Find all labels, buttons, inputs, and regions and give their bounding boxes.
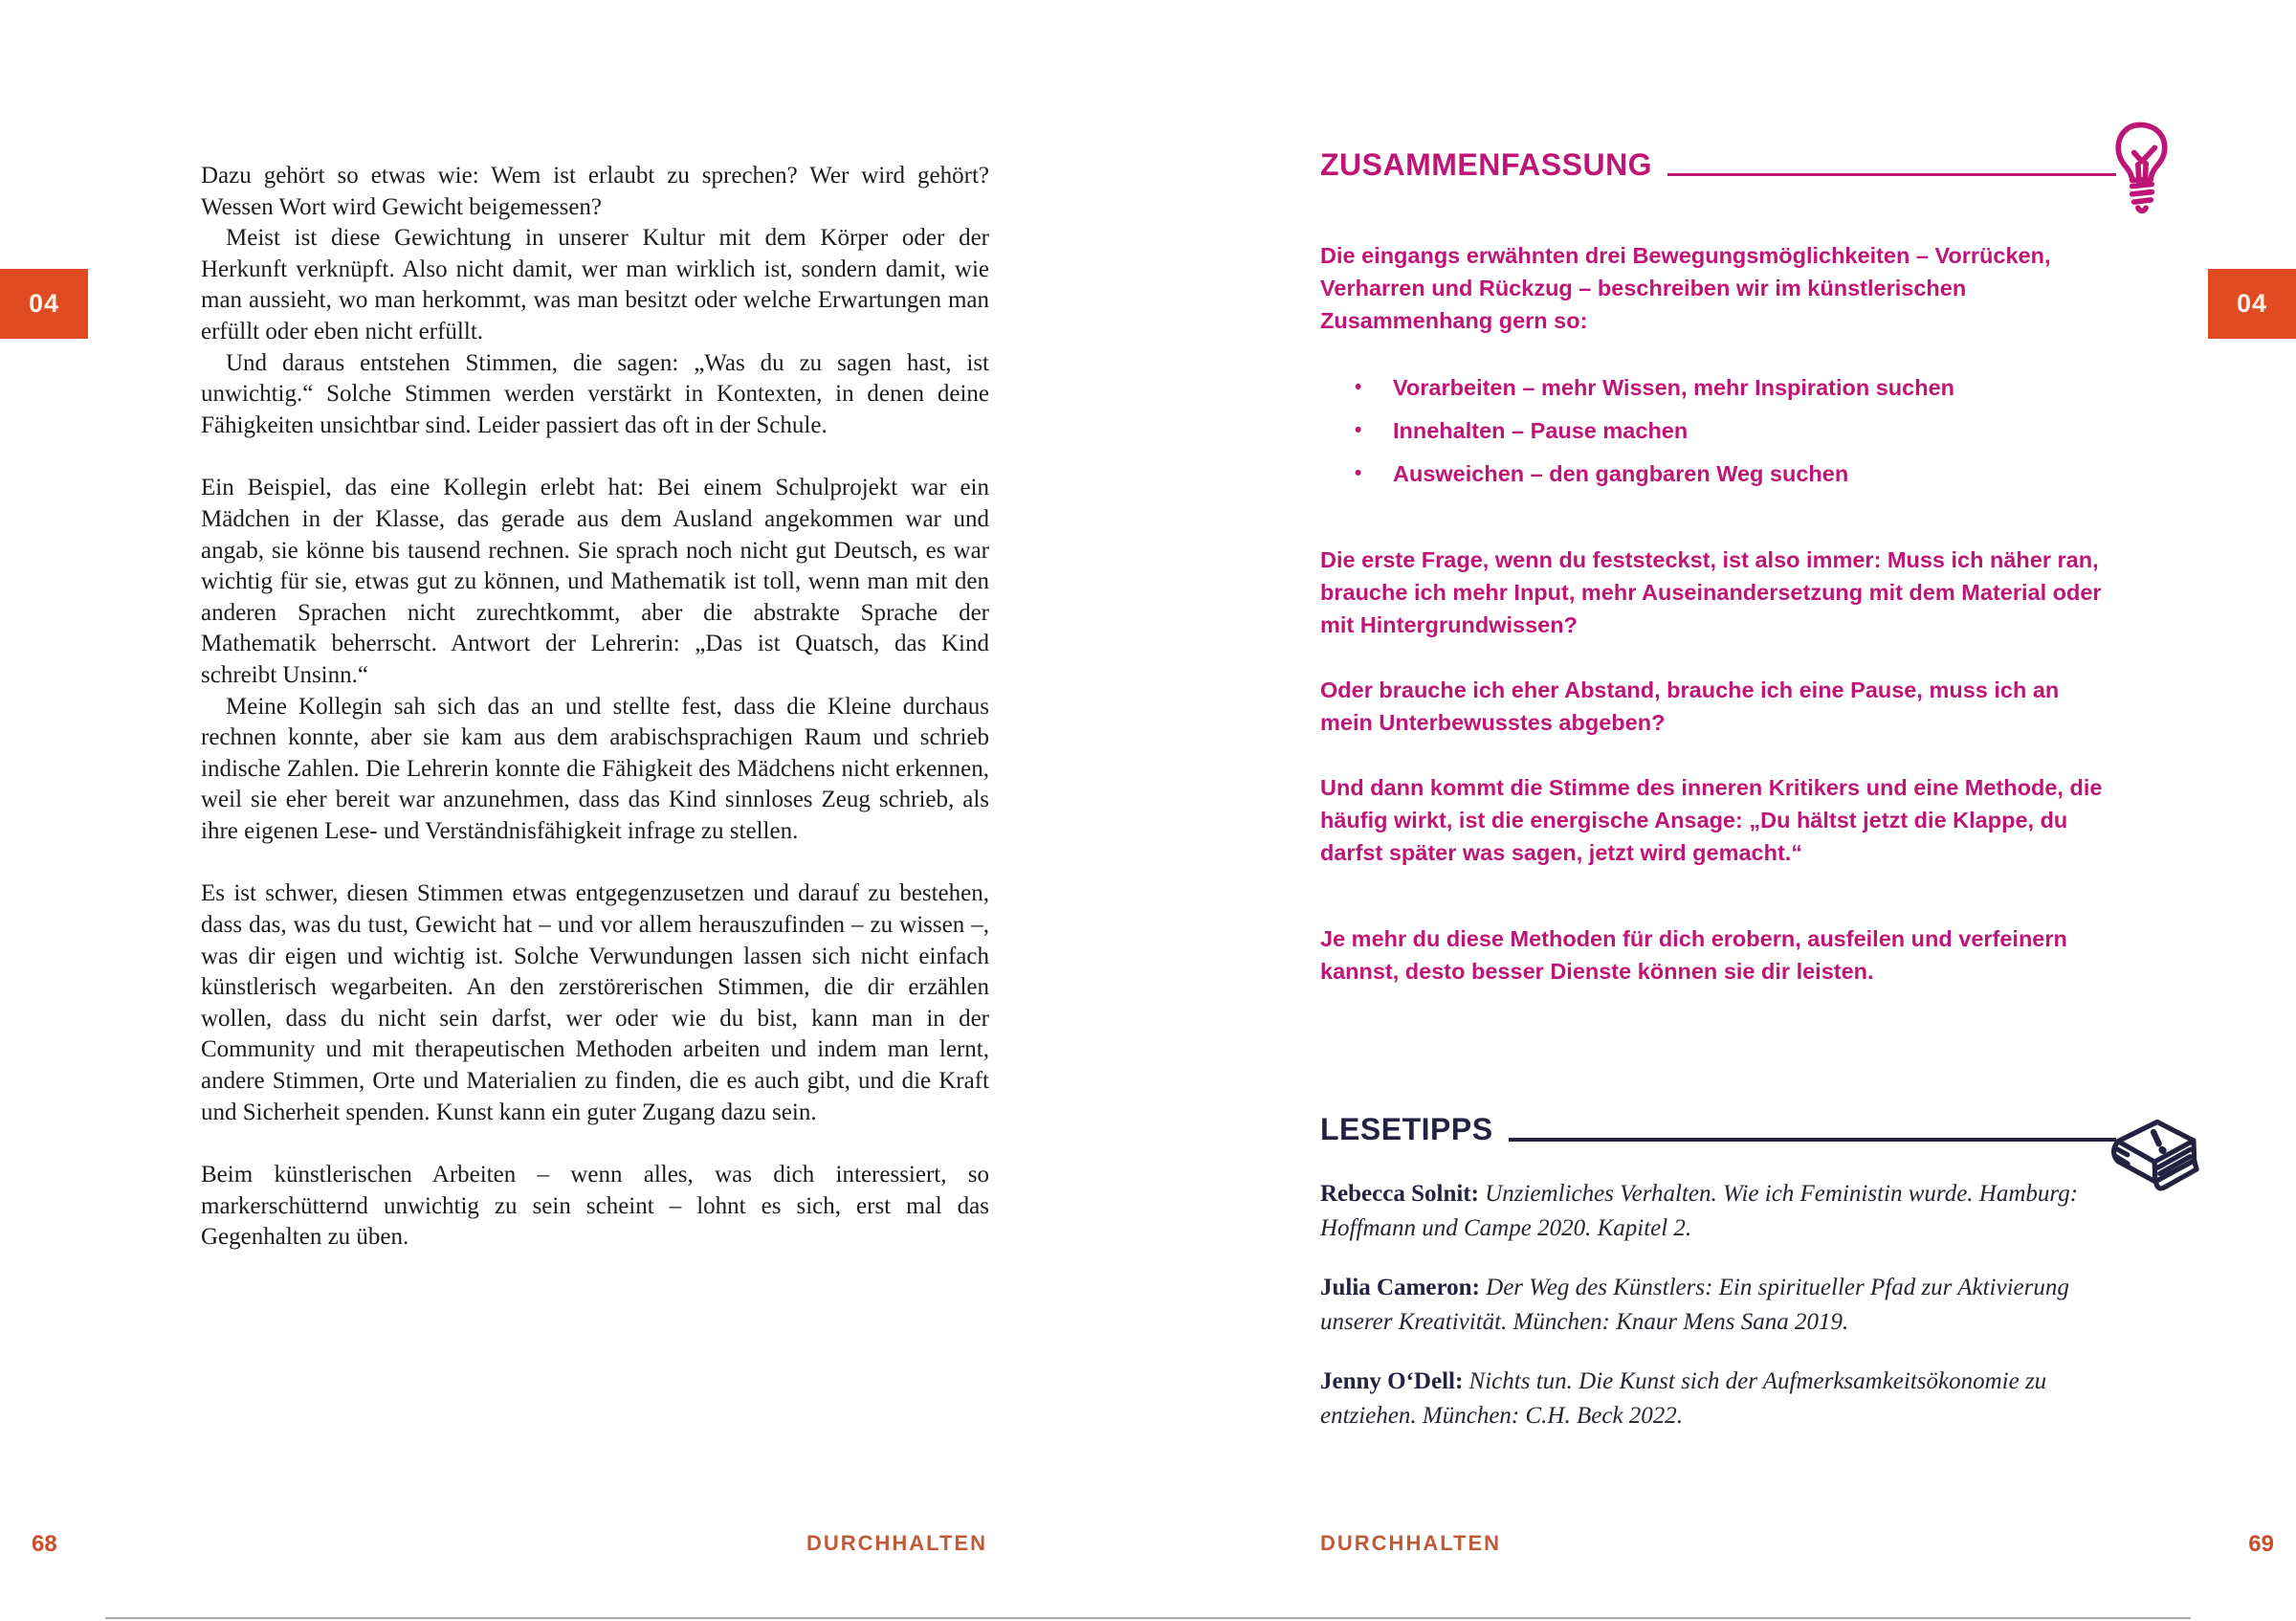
list-item (1320, 414, 2116, 447)
running-title-left: DURCHHALTEN (806, 1531, 987, 1555)
page-edge-shadow (105, 1617, 2191, 1619)
summary-intro: Die eingangs erwähnten drei Bewegungsmöglichkeiten – Vorrücken, Verharren und Rückzug – beschreiben wir im künstlerischen Zusammenhang gern so: (1320, 243, 2051, 333)
reading-tips-list (1320, 1177, 2116, 1433)
summary-header (1320, 145, 2116, 184)
left-page-body (201, 161, 989, 1254)
page-number-right: 69 (2248, 1531, 2274, 1557)
summary-paragraph: Und dann kommt die Stimme des inneren Kritikers und eine Methode, die häufig wirkt, ist die energische Ansage: „Du hältst jetzt die Klappe, du darfst später was sagen, jetzt wird gemacht.“ (1320, 775, 2103, 865)
tip-reference: Unziemliches Verhalten. Wie ich Feministin wurde. Hamburg: Hoffmann und Campe 2020. Kapitel 2. (1320, 1181, 2079, 1241)
reading-tip (1320, 1365, 2116, 1433)
chapter-tab-right: 04 (2208, 269, 2296, 339)
bullet-text: Ausweichen – den gangbaren Weg suchen (1393, 461, 1849, 486)
body-paragraph: Ein Beispiel, das eine Kollegin erlebt hat: Bei einem Schulprojekt war ein Mädchen in der Klasse, das gerade aus dem Ausland angekommen war und angab, sie könne bis tausend rechnen. Sie sprach noch nicht gut Deutsch, es war wichtig für sie, etwas gut zu können, und Mathematik ist toll, wenn man mit den anderen Sprachen nicht zurechtkommt, aber die abstrakte Sprache der Mathematik beherrscht. Antwort der Lehrerin: „Das ist Quatsch, das Kind schreibt Unsinn.“ (201, 475, 989, 688)
list-item (1320, 457, 2116, 490)
reading-tip (1320, 1177, 2116, 1246)
reading-tips-heading: LESETIPPS (1320, 1112, 1493, 1146)
tip-reference: Nichts tun. Die Kunst sich der Aufmerksamkeitsökonomie zu entziehen. München: C.H. Beck 2022. (1320, 1368, 2047, 1429)
tip-author: Jenny O‘Dell: (1320, 1368, 1464, 1394)
body-paragraph: Beim künstlerischen Arbeiten – wenn alles, was dich interessiert, so markerschütternd unwichtig zu sein scheint – lohnt es sich, erst mal das Gegenhalten zu üben. (201, 1162, 989, 1251)
body-paragraph: Und daraus entstehen Stimmen, die sagen: „Was du zu sagen hast, ist unwichtig.“ Solche Stimmen werden verstärkt in Kontexten, in denen deine Fähigkeiten unsichtbar sind. Leider passiert das oft in der Schule. (201, 349, 989, 438)
bullet-text: Vorarbeiten – mehr Wissen, mehr Inspiration suchen (1393, 375, 1955, 400)
summary-heading: ZUSAMMENFASSUNG (1320, 147, 1653, 182)
bullet-icon: • (1355, 462, 1362, 484)
summary-heading-underline (1667, 173, 2116, 176)
body-paragraph: Meist ist diese Gewichtung in unserer Kultur mit dem Körper oder der Herkunft verknüpft. Also nicht damit, wer man wirklich ist, sondern damit, wie man aussieht, wo man herkommt, was man besitzt oder welche Erwartungen man erfüllt oder eben nicht erfüllt. (201, 225, 989, 344)
book-icon (2101, 1108, 2207, 1208)
list-item (1320, 371, 2116, 404)
body-paragraph: Es ist schwer, diesen Stimmen etwas entgegenzusetzen und darauf zu bestehen, dass das, was du tust, Gewicht hat – und vor allem herauszufinden – zu wissen –, was dir eigen und wichtig ist. Solche Verwundungen lassen sich nicht einfach künstlerisch wegarbeiten. An den zerstörerischen Stimmen, die dir erzählen wollen, dass du nicht sein darfst, wer oder wie du bist, kann man in der Community und mit therapeutischen Methoden arbeiten und indem man lernt, andere Stimmen, Orte und Materialien zu finden, die es auch gibt, und die Kraft und Sicherheit spenden. Kunst kann ein guter Zugang dazu sein. (201, 880, 989, 1125)
page-number-left: 68 (32, 1531, 57, 1557)
summary-paragraph: Je mehr du diese Methoden für dich erobern, ausfeilen und verfeinern kannst, desto besser Dienste können sie dir leisten. (1320, 926, 2067, 984)
reading-tips-heading-underline (1509, 1138, 2116, 1142)
right-page-body (1320, 145, 2116, 1458)
bullet-icon: • (1355, 376, 1362, 398)
running-title-right: DURCHHALTEN (1320, 1531, 1502, 1555)
bullet-icon: • (1355, 419, 1362, 441)
summary-paragraph: Die erste Frage, wenn du feststeckst, ist also immer: Muss ich näher ran, brauche ich mehr Input, mehr Auseinandersetzung mit dem Material oder mit Hintergrundwissen? (1320, 547, 2102, 637)
tip-author: Rebecca Solnit: (1320, 1181, 1479, 1207)
tip-author: Julia Cameron: (1320, 1275, 1480, 1300)
summary-paragraph: Oder brauche ich eher Abstand, brauche ich eine Pause, muss ich an mein Unterbewusstes abgeben? (1320, 677, 2060, 735)
lightbulb-icon (2110, 119, 2174, 220)
summary-bullet-list (1320, 371, 2116, 490)
chapter-tab-left: 04 (0, 269, 88, 339)
reading-tips-header (1320, 1110, 2116, 1148)
body-paragraph: Meine Kollegin sah sich das an und stellte fest, dass die Kleine durchaus rechnen konnte, aber sie kam aus dem arabischsprachigen Raum und schrieb indische Zahlen. Die Lehrerin konnte die Fähigkeit des Mädchens nicht erkennen, weil sie eher bereit war anzunehmen, dass das Kind sinnloses Zeug schrieb, als ihre eigenen Lese- und Verständnisfähigkeit infrage zu stellen. (201, 693, 989, 844)
bullet-text: Innehalten – Pause machen (1393, 418, 1689, 443)
body-paragraph: Dazu gehört so etwas wie: Wem ist erlaubt zu sprechen? Wer wird gehört? Wessen Wort wird Gewicht beigemessen? (201, 163, 989, 220)
reading-tip (1320, 1271, 2116, 1340)
tip-reference: Der Weg des Künstlers: Ein spiritueller Pfad zur Aktivierung unserer Kreativität. München: Knaur Mens Sana 2019. (1320, 1275, 2069, 1335)
